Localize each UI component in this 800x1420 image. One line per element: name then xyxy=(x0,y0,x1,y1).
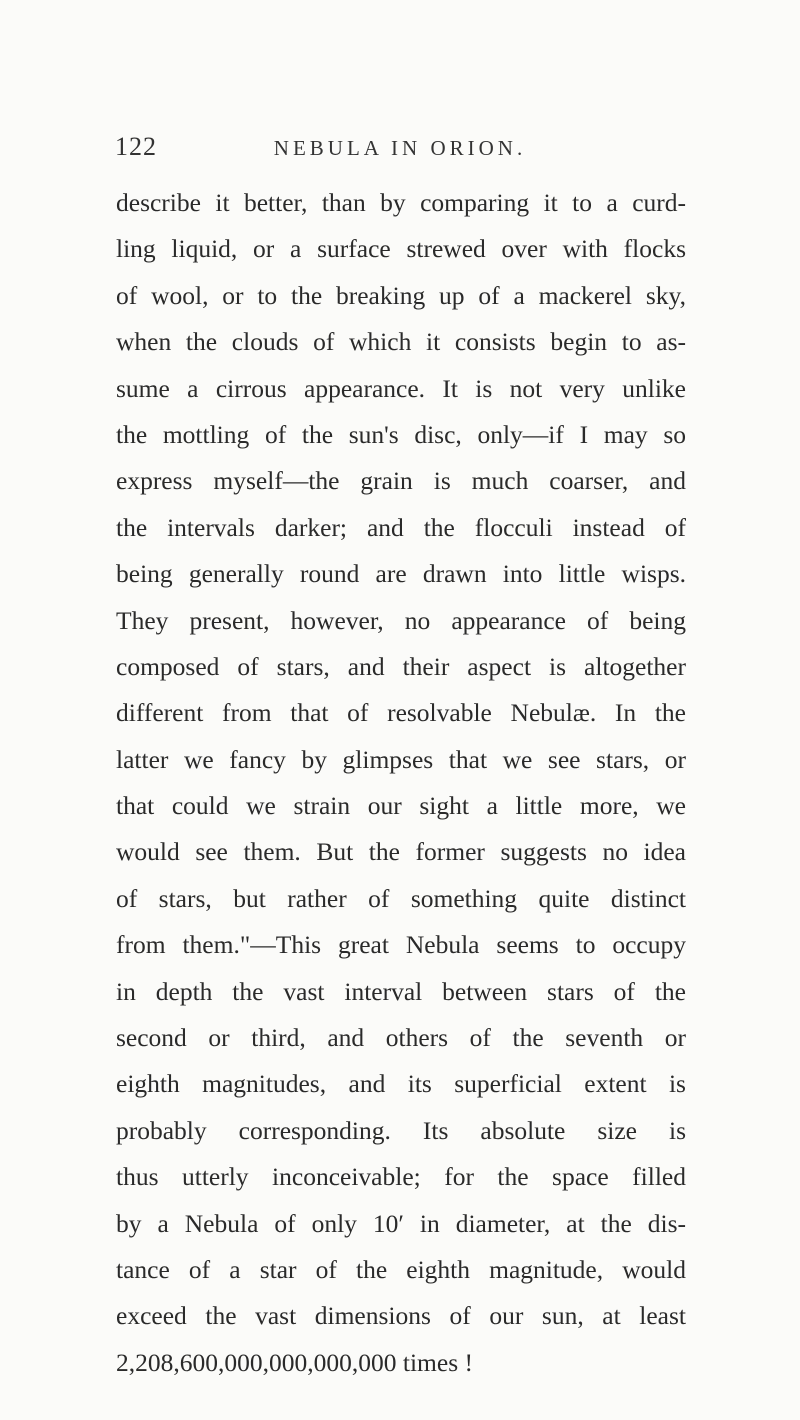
text-line: describe it better, than by comparing it to a curd- xyxy=(116,188,686,217)
text-line: that could we strain our sight a little more, we xyxy=(116,791,686,821)
text-line: by a Nebula of only 10′ in diameter, at the dis- xyxy=(116,1208,686,1238)
text-line: of stars, but rather of something quite distinct xyxy=(116,883,686,913)
text-line: the intervals darker; and the flocculi instead of xyxy=(116,512,686,542)
text-line: tance of a star of the eighth magnitude, would xyxy=(116,1254,686,1284)
text-line: of wool, or to the breaking up of a mackerel sky, xyxy=(116,280,686,310)
text-line: would see them. But the former suggests no idea xyxy=(116,837,686,867)
text-line: latter we fancy by glimpses that we see stars, or xyxy=(116,744,686,774)
text-line: different from that of resolvable Nebulæ. In the xyxy=(116,698,686,728)
text-line: eighth magnitudes, and its superficial extent is xyxy=(116,1069,686,1099)
text-line: the mottling of the sun's disc, only—if I may so xyxy=(116,419,686,449)
text-line: probably corresponding. Its absolute size is xyxy=(116,1115,686,1145)
text-line: They present, however, no appearance of being xyxy=(116,605,686,635)
text-line: thus utterly inconceivable; for the space filled xyxy=(116,1162,686,1192)
page-header xyxy=(115,132,685,162)
text-line: from them."—This great Nebula seems to occupy xyxy=(116,930,686,960)
text-line: sume a cirrous appearance. It is not very unlike xyxy=(116,373,686,403)
running-title: NEBULA IN ORION. xyxy=(273,136,527,160)
text-line: second or third, and others of the seventh or xyxy=(116,1023,686,1053)
text-line: ling liquid, or a surface strewed over with flocks xyxy=(116,234,686,264)
body-text xyxy=(116,180,686,1386)
text-line: composed of stars, and their aspect is altogether xyxy=(116,651,686,681)
text-line: being generally round are drawn into little wisps. xyxy=(116,559,686,589)
text-line: 2,208,600,000,000,000,000 times ! xyxy=(116,1347,473,1377)
text-line: when the clouds of which it consists begin to as- xyxy=(116,327,686,357)
text-line: exceed the vast dimensions of our sun, at least xyxy=(116,1301,686,1331)
text-line: express myself—the grain is much coarser, and xyxy=(116,466,686,496)
text-line: in depth the vast interval between stars of the xyxy=(116,976,686,1006)
page-number: 122 xyxy=(115,132,157,161)
